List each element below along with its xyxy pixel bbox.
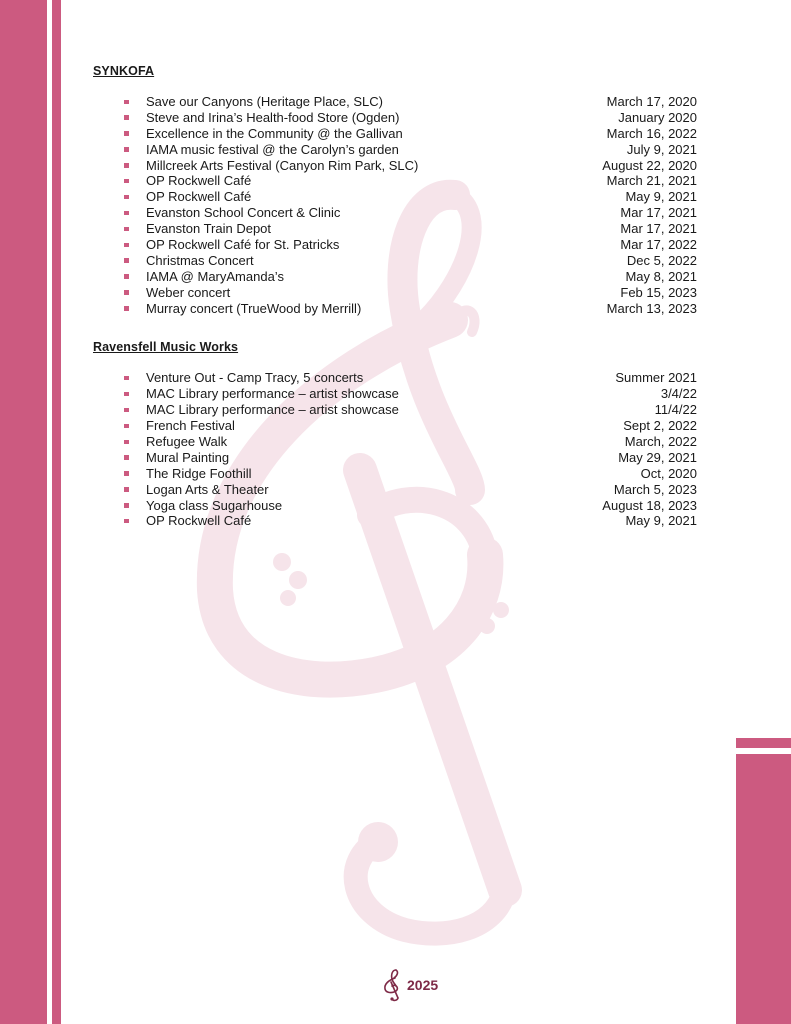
list-item (93, 285, 697, 301)
square-bullet-icon (124, 131, 129, 136)
square-bullet-icon (124, 274, 129, 279)
treble-clef-icon (382, 968, 404, 1002)
list-item (93, 237, 697, 253)
list-item (93, 205, 697, 221)
event-name: Mural Painting (146, 449, 230, 465)
event-date: Summer 2021 (615, 370, 697, 386)
event-name: Venture Out - Camp Tracy, 5 concerts (146, 370, 364, 386)
list-item (93, 402, 697, 418)
square-bullet-icon (124, 503, 129, 508)
event-name: Yoga class Sugarhouse (146, 497, 283, 513)
list-item (93, 158, 697, 174)
event-date: August 18, 2023 (602, 497, 697, 513)
list-item (93, 253, 697, 269)
event-name: The Ridge Foothill (146, 465, 252, 481)
square-bullet-icon (124, 258, 129, 263)
right-accent-block (736, 754, 791, 1024)
square-bullet-icon (124, 306, 129, 311)
event-date: March 5, 2023 (613, 481, 697, 497)
event-date: March 21, 2021 (606, 173, 697, 189)
square-bullet-icon (124, 392, 129, 397)
list-item (93, 110, 697, 126)
event-name: Excellence in the Community @ the Gallivan (146, 125, 403, 141)
square-bullet-icon (124, 487, 129, 492)
event-name: MAC Library performance – artist showcase (146, 402, 399, 418)
event-name: OP Rockwell Café (146, 189, 252, 205)
event-date: August 22, 2020 (602, 157, 697, 173)
list-item (93, 221, 697, 237)
list-item (93, 269, 697, 285)
list-item (93, 126, 697, 142)
event-name: Millcreek Arts Festival (Canyon Rim Park, SLC) (146, 157, 419, 173)
event-name: Weber concert (146, 284, 231, 300)
list-item (93, 94, 697, 110)
square-bullet-icon (124, 115, 129, 120)
section-spacer (93, 316, 697, 340)
square-bullet-icon (124, 408, 129, 413)
square-bullet-icon (124, 471, 129, 476)
square-bullet-icon (124, 519, 129, 524)
list-item (93, 301, 697, 317)
list-item (93, 189, 697, 205)
event-date: May 8, 2021 (625, 268, 697, 284)
list-item (93, 482, 697, 498)
event-date: Mar 17, 2022 (620, 237, 697, 253)
square-bullet-icon (124, 290, 129, 295)
square-bullet-icon (124, 455, 129, 460)
event-date: March, 2022 (624, 434, 697, 450)
list-item (93, 466, 697, 482)
footer-year: 2025 (407, 977, 439, 993)
square-bullet-icon (124, 243, 129, 248)
list-item (93, 418, 697, 434)
performance-list (93, 64, 697, 529)
square-bullet-icon (124, 440, 129, 445)
event-name: Save our Canyons (Heritage Place, SLC) (146, 94, 384, 109)
square-bullet-icon (124, 163, 129, 168)
list-item (93, 434, 697, 450)
event-date: March 17, 2020 (606, 94, 697, 109)
list-item (93, 370, 697, 386)
event-name: Refugee Walk (146, 434, 228, 450)
square-bullet-icon (124, 195, 129, 200)
square-bullet-icon (124, 147, 129, 152)
event-name: Christmas Concert (146, 252, 254, 268)
square-bullet-icon (124, 179, 129, 184)
square-bullet-icon (124, 227, 129, 232)
event-date: Oct, 2020 (640, 465, 697, 481)
event-name: Evanston Train Depot (146, 221, 272, 237)
section-heading: SYNKOFA (93, 64, 155, 78)
event-name: Evanston School Concert & Clinic (146, 205, 341, 221)
event-date: Feb 15, 2023 (620, 284, 697, 300)
section-synkofa (93, 64, 697, 316)
square-bullet-icon (124, 211, 129, 216)
event-name: French Festival (146, 418, 235, 434)
event-date: Sept 2, 2022 (623, 418, 697, 434)
list-item (93, 173, 697, 189)
event-date: Mar 17, 2021 (620, 221, 697, 237)
event-date: Dec 5, 2022 (626, 252, 697, 268)
event-name: OP Rockwell Café (146, 173, 252, 189)
event-date: May 9, 2021 (625, 189, 697, 205)
event-name: IAMA @ MaryAmanda’s (146, 268, 284, 284)
event-date: January 2020 (618, 109, 697, 125)
list-item (93, 498, 697, 514)
list-item (93, 386, 697, 402)
event-name: OP Rockwell Café for St. Patricks (146, 237, 340, 253)
left-accent-bar (0, 0, 47, 1024)
event-name: OP Rockwell Café (146, 513, 252, 529)
event-date: 11/4/22 (654, 402, 697, 418)
event-date: March 13, 2023 (606, 300, 697, 316)
event-name: IAMA music festival @ the Carolyn’s garden (146, 141, 399, 157)
event-list (93, 94, 697, 316)
square-bullet-icon (124, 100, 129, 105)
square-bullet-icon (124, 424, 129, 429)
event-list (93, 370, 697, 529)
event-name: Logan Arts & Theater (146, 481, 269, 497)
square-bullet-icon (124, 376, 129, 381)
event-name: Murray concert (TrueWood by Merrill) (146, 300, 362, 316)
section-heading: Ravensfell Music Works (93, 340, 239, 355)
event-date: Mar 17, 2021 (620, 205, 697, 221)
event-date: July 9, 2021 (626, 141, 697, 157)
event-date: March 16, 2022 (606, 125, 697, 141)
list-item (93, 450, 697, 466)
event-date: 3/4/22 (660, 386, 697, 402)
list-item (93, 513, 697, 529)
page-footer (382, 968, 462, 1002)
section-ravensfell (93, 340, 697, 529)
left-accent-line (52, 0, 61, 1024)
event-name: MAC Library performance – artist showcase (146, 386, 399, 402)
list-item (93, 142, 697, 158)
event-date: May 29, 2021 (618, 449, 697, 465)
event-name: Steve and Irina’s Health-food Store (Ogden) (146, 109, 400, 125)
event-date: May 9, 2021 (625, 513, 697, 529)
right-accent-strip (736, 738, 791, 748)
